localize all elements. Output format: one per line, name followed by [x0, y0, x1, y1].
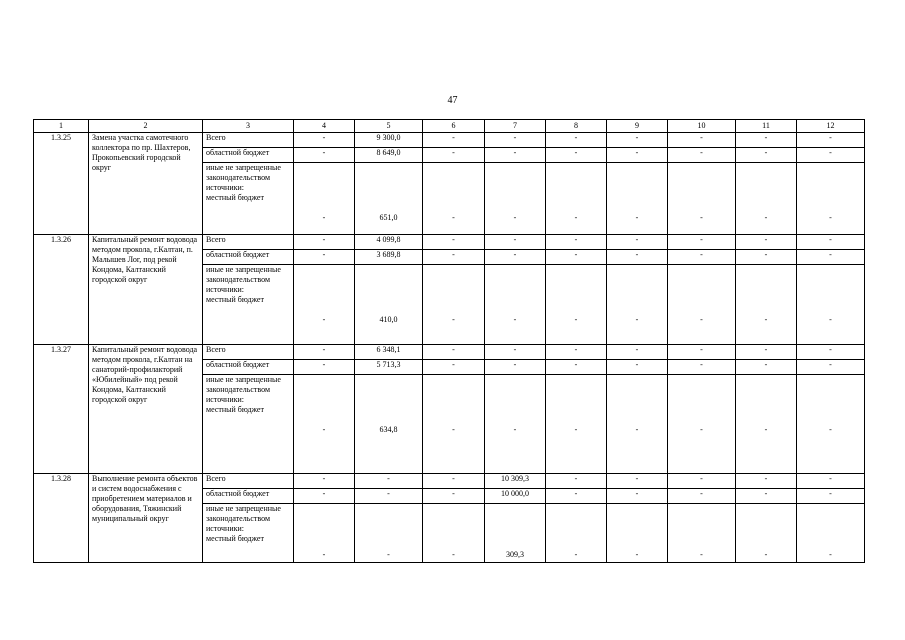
- value-text: -: [322, 474, 326, 483]
- funding-source: Всего: [203, 474, 294, 489]
- value-text: -: [764, 345, 768, 354]
- value-cell: [423, 250, 485, 265]
- table-row: [34, 474, 865, 489]
- table-body: [34, 133, 865, 563]
- header-cell: 3: [203, 120, 294, 133]
- value-cell: [485, 148, 546, 163]
- value-cell: [423, 148, 485, 163]
- funding-source: иные не запрещенные законодательством источники: местный бюджет: [203, 163, 294, 235]
- value-cell: [668, 148, 736, 163]
- value-text: 8 649,0: [376, 148, 401, 157]
- value-text: -: [574, 425, 578, 434]
- value-cell: [607, 235, 668, 250]
- value-cell: [294, 133, 355, 148]
- value-cell: [485, 235, 546, 250]
- value-text: -: [452, 235, 455, 244]
- funding-source: областной бюджет: [203, 250, 294, 265]
- value-cell: [294, 489, 355, 504]
- value-text: -: [452, 489, 455, 498]
- value-cell: [607, 474, 668, 489]
- value-cell: [423, 489, 485, 504]
- value-cell: [668, 375, 736, 474]
- value-cell: [485, 133, 546, 148]
- value-cell: [294, 375, 355, 474]
- value-cell: [797, 345, 865, 360]
- value-cell: [668, 360, 736, 375]
- table-row: [34, 133, 865, 148]
- value-text: -: [452, 550, 455, 559]
- value-cell: [607, 163, 668, 235]
- value-cell: [607, 250, 668, 265]
- row-number: 1.3.26: [34, 235, 89, 345]
- value-cell: [668, 133, 736, 148]
- header-cell: 12: [797, 120, 865, 133]
- table-row: [34, 345, 865, 360]
- value-text: -: [513, 133, 517, 142]
- value-text: -: [322, 345, 326, 354]
- value-text: -: [322, 315, 326, 324]
- value-cell: [294, 148, 355, 163]
- value-text: -: [635, 133, 639, 142]
- value-text: -: [764, 360, 768, 369]
- value-text: -: [700, 489, 703, 498]
- value-text: -: [829, 213, 832, 222]
- value-text: -: [700, 360, 703, 369]
- page-number: 47: [447, 95, 458, 106]
- value-text: -: [700, 213, 703, 222]
- value-text: -: [574, 345, 578, 354]
- value-text: -: [764, 425, 768, 434]
- value-text: -: [829, 235, 832, 244]
- value-text: 634,8: [379, 425, 398, 434]
- header-cell: 8: [546, 120, 607, 133]
- value-text: -: [764, 235, 768, 244]
- value-cell: [294, 250, 355, 265]
- value-cell: [423, 504, 485, 563]
- event-name: Замена участка самотечного коллектора по пр. Шахтеров, Прокопьевский городской округ: [89, 133, 203, 235]
- value-text: -: [700, 315, 703, 324]
- value-cell: [607, 133, 668, 148]
- value-text: 6 348,1: [376, 345, 401, 354]
- value-cell: [736, 265, 797, 345]
- value-cell: [607, 489, 668, 504]
- value-cell: [736, 375, 797, 474]
- value-cell: [607, 375, 668, 474]
- value-text: -: [452, 315, 455, 324]
- value-cell: [736, 235, 797, 250]
- value-cell: [607, 265, 668, 345]
- funding-source: иные не запрещенные законодательством источники: местный бюджет: [203, 375, 294, 474]
- value-cell: [355, 489, 423, 504]
- header-cell: 5: [355, 120, 423, 133]
- value-cell: [546, 235, 607, 250]
- value-cell: [797, 235, 865, 250]
- value-cell: [485, 474, 546, 489]
- value-cell: [736, 133, 797, 148]
- value-text: -: [452, 474, 455, 483]
- value-text: 410,0: [379, 315, 398, 324]
- value-cell: [668, 163, 736, 235]
- value-text: -: [764, 315, 768, 324]
- header-cell: 6: [423, 120, 485, 133]
- value-cell: [485, 375, 546, 474]
- value-text: -: [322, 133, 326, 142]
- value-cell: [355, 250, 423, 265]
- value-text: -: [452, 148, 455, 157]
- value-text: -: [700, 148, 703, 157]
- value-text: -: [452, 360, 455, 369]
- value-text: 10 309,3: [501, 474, 529, 483]
- value-text: -: [322, 250, 326, 259]
- value-cell: [668, 345, 736, 360]
- value-text: -: [829, 360, 832, 369]
- value-cell: [736, 345, 797, 360]
- value-text: 10 000,0: [501, 489, 529, 498]
- value-cell: [668, 504, 736, 563]
- value-cell: [294, 163, 355, 235]
- value-text: -: [635, 315, 639, 324]
- value-text: -: [764, 489, 768, 498]
- value-text: -: [635, 489, 639, 498]
- row-number: 1.3.28: [34, 474, 89, 563]
- value-cell: [546, 375, 607, 474]
- value-text: 309,3: [506, 550, 524, 559]
- value-text: -: [387, 474, 390, 483]
- value-cell: [423, 133, 485, 148]
- value-text: -: [452, 425, 455, 434]
- funding-source: областной бюджет: [203, 489, 294, 504]
- header-cell: 7: [485, 120, 546, 133]
- value-cell: [485, 250, 546, 265]
- header-cell: 9: [607, 120, 668, 133]
- value-text: -: [829, 133, 832, 142]
- value-text: -: [829, 345, 832, 354]
- value-text: -: [764, 550, 768, 559]
- value-cell: [797, 474, 865, 489]
- value-text: -: [764, 213, 768, 222]
- value-cell: [797, 163, 865, 235]
- funding-source: областной бюджет: [203, 360, 294, 375]
- value-text: -: [764, 474, 768, 483]
- value-cell: [355, 504, 423, 563]
- value-cell: [355, 133, 423, 148]
- value-text: -: [574, 250, 578, 259]
- value-cell: [546, 360, 607, 375]
- value-text: -: [829, 474, 832, 483]
- row-number: 1.3.25: [34, 133, 89, 235]
- value-cell: [355, 235, 423, 250]
- funding-source: иные не запрещенные законодательством источники: местный бюджет: [203, 504, 294, 563]
- value-cell: [607, 504, 668, 563]
- funding-source: Всего: [203, 345, 294, 360]
- value-cell: [355, 360, 423, 375]
- value-cell: [423, 360, 485, 375]
- value-text: 4 099,8: [376, 235, 401, 244]
- value-text: -: [574, 489, 578, 498]
- value-text: -: [574, 360, 578, 369]
- value-text: 5 713,3: [376, 360, 401, 369]
- value-text: -: [513, 360, 517, 369]
- value-cell: [797, 250, 865, 265]
- value-text: -: [322, 360, 326, 369]
- value-cell: [546, 489, 607, 504]
- value-text: -: [829, 315, 832, 324]
- value-text: -: [452, 133, 455, 142]
- value-text: -: [829, 550, 832, 559]
- value-cell: [294, 504, 355, 563]
- value-text: -: [635, 550, 639, 559]
- value-text: -: [700, 235, 703, 244]
- value-cell: [797, 133, 865, 148]
- value-text: -: [635, 148, 639, 157]
- value-cell: [797, 360, 865, 375]
- value-text: -: [829, 250, 832, 259]
- value-text: -: [387, 489, 390, 498]
- value-cell: [294, 360, 355, 375]
- value-cell: [294, 265, 355, 345]
- value-cell: [355, 163, 423, 235]
- value-cell: [423, 265, 485, 345]
- header-cell: 11: [736, 120, 797, 133]
- value-cell: [797, 375, 865, 474]
- value-text: -: [322, 213, 326, 222]
- value-cell: [736, 163, 797, 235]
- value-cell: [423, 375, 485, 474]
- value-cell: [294, 345, 355, 360]
- value-cell: [668, 235, 736, 250]
- value-text: -: [700, 425, 703, 434]
- funding-source: Всего: [203, 133, 294, 148]
- value-text: -: [513, 213, 517, 222]
- value-text: -: [574, 315, 578, 324]
- value-cell: [668, 265, 736, 345]
- value-text: -: [764, 133, 768, 142]
- value-text: -: [635, 213, 639, 222]
- value-cell: [485, 265, 546, 345]
- value-cell: [294, 474, 355, 489]
- value-cell: [423, 474, 485, 489]
- value-cell: [607, 360, 668, 375]
- value-text: -: [387, 550, 390, 559]
- value-cell: [546, 163, 607, 235]
- value-text: -: [700, 250, 703, 259]
- value-cell: [546, 345, 607, 360]
- value-cell: [736, 360, 797, 375]
- value-cell: [485, 504, 546, 563]
- value-text: -: [829, 489, 832, 498]
- value-text: -: [574, 474, 578, 483]
- value-cell: [668, 489, 736, 504]
- value-text: -: [513, 250, 517, 259]
- header-cell: 4: [294, 120, 355, 133]
- value-text: -: [635, 425, 639, 434]
- value-text: -: [700, 345, 703, 354]
- value-text: -: [829, 148, 832, 157]
- value-cell: [546, 474, 607, 489]
- value-text: -: [322, 148, 326, 157]
- value-cell: [668, 474, 736, 489]
- value-text: 9 300,0: [376, 133, 401, 142]
- header-row: [34, 120, 865, 133]
- value-cell: [355, 345, 423, 360]
- value-cell: [355, 148, 423, 163]
- value-cell: [423, 345, 485, 360]
- value-cell: [546, 148, 607, 163]
- value-cell: [355, 265, 423, 345]
- value-cell: [546, 504, 607, 563]
- value-text: -: [322, 489, 326, 498]
- value-cell: [546, 250, 607, 265]
- value-cell: [485, 345, 546, 360]
- event-name: Капитальный ремонт водовода методом прокола, г.Калтан, п. Малышев Лог, под рекой Кондома, Калтанский городской округ: [89, 235, 203, 345]
- value-cell: [355, 474, 423, 489]
- value-cell: [294, 235, 355, 250]
- value-text: -: [635, 235, 639, 244]
- value-text: -: [635, 345, 639, 354]
- value-cell: [736, 148, 797, 163]
- funding-source: Всего: [203, 235, 294, 250]
- value-text: -: [452, 213, 455, 222]
- value-cell: [355, 375, 423, 474]
- value-cell: [736, 474, 797, 489]
- value-cell: [736, 504, 797, 563]
- value-cell: [546, 265, 607, 345]
- value-text: -: [322, 550, 326, 559]
- value-text: -: [322, 235, 326, 244]
- value-cell: [485, 489, 546, 504]
- value-cell: [797, 489, 865, 504]
- header-cell: 1: [34, 120, 89, 133]
- table-row: [34, 235, 865, 250]
- value-cell: [668, 250, 736, 265]
- value-text: -: [513, 345, 517, 354]
- value-text: -: [829, 425, 832, 434]
- header-cell: 10: [668, 120, 736, 133]
- value-text: -: [635, 360, 639, 369]
- value-text: -: [574, 235, 578, 244]
- value-text: -: [513, 315, 517, 324]
- value-cell: [607, 148, 668, 163]
- value-cell: [546, 133, 607, 148]
- value-cell: [423, 235, 485, 250]
- value-cell: [607, 345, 668, 360]
- value-text: -: [700, 550, 703, 559]
- value-text: -: [764, 250, 768, 259]
- value-cell: [485, 360, 546, 375]
- value-cell: [736, 489, 797, 504]
- value-cell: [797, 265, 865, 345]
- value-text: -: [452, 345, 455, 354]
- value-cell: [736, 250, 797, 265]
- header-cell: 2: [89, 120, 203, 133]
- value-cell: [485, 163, 546, 235]
- value-text: -: [452, 250, 455, 259]
- value-text: -: [635, 250, 639, 259]
- value-text: 651,0: [379, 213, 398, 222]
- value-text: -: [764, 148, 768, 157]
- funding-source: областной бюджет: [203, 148, 294, 163]
- program-table: [33, 119, 865, 563]
- value-text: -: [700, 474, 703, 483]
- value-text: -: [574, 148, 578, 157]
- value-cell: [797, 148, 865, 163]
- value-text: -: [322, 425, 326, 434]
- value-text: -: [513, 425, 517, 434]
- value-text: -: [513, 148, 517, 157]
- value-text: -: [574, 213, 578, 222]
- value-text: -: [635, 474, 639, 483]
- row-number: 1.3.27: [34, 345, 89, 474]
- value-text: 3 689,8: [376, 250, 401, 259]
- value-cell: [423, 163, 485, 235]
- value-text: -: [513, 235, 517, 244]
- funding-source: иные не запрещенные законодательством источники: местный бюджет: [203, 265, 294, 345]
- event-name: Капитальный ремонт водовода методом прокола, г.Калтан на санаторий-профилакторий «Юбилейный» под рекой Кондома, Калтанский городской округ: [89, 345, 203, 474]
- value-cell: [797, 504, 865, 563]
- value-text: -: [700, 133, 703, 142]
- event-name: Выполнение ремонта объектов и систем водоснабжения с приобретением материалов и оборудования, Тяжинский муниципальный округ: [89, 474, 203, 563]
- value-text: -: [574, 550, 578, 559]
- value-text: -: [574, 133, 578, 142]
